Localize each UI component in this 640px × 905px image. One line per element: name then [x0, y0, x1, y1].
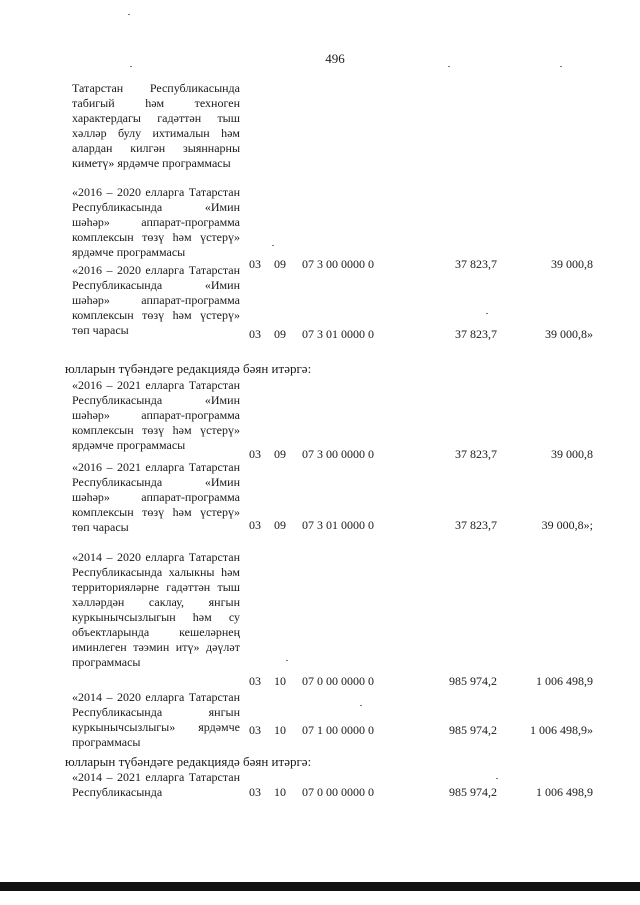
row-4-section: 03: [249, 518, 261, 532]
scan-speck: [130, 66, 132, 67]
row-6-subsection: 10: [274, 723, 286, 737]
row-4-target-code: 07 3 01 0000 0: [302, 518, 374, 532]
row-1-subsection: 09: [274, 257, 286, 271]
row-1-target-code: 07 3 00 0000 0: [302, 257, 374, 271]
amendment-note-1: юлларын түбәндәге редакциядә бәян итәргә:: [65, 361, 312, 376]
row-2-section: 03: [249, 327, 261, 341]
row-4-amount-1: 37 823,7: [455, 518, 497, 532]
scan-speck: [272, 245, 274, 246]
scan-speck: [128, 14, 130, 15]
program-name-block-4: «2016 – 2021 елларга Татарстан Республикасында «Имин шәһәр» аппарат-программа комплексын төзү һәм үстерү» ярдәмче программасы: [72, 378, 240, 452]
row-3-section: 03: [249, 447, 261, 461]
row-2-subsection: 09: [274, 327, 286, 341]
program-name-block-3: «2016 – 2020 елларга Татарстан Республикасында «Имин шәһәр» аппарат-программа комплексын төзү һәм үстерү» төп чарасы: [72, 263, 240, 337]
row-4-subsection: 09: [274, 518, 286, 532]
row-6-section: 03: [249, 723, 261, 737]
program-name-block-6: «2014 – 2020 елларга Татарстан Республикасында халыкны һәм территорияләрне гадәттән тыш хәлләрдән саклау, янгын куркынычсызлыгын һәм су объектларында кешеләрнең иминлеген тәэмин итү» дәүләт программасы: [72, 550, 240, 669]
row-7-section: 03: [249, 785, 261, 799]
row-5-section: 03: [249, 674, 261, 688]
row-5-amount-2: 1 006 498,9: [536, 674, 593, 688]
program-name-block-5: «2016 – 2021 елларга Татарстан Республикасында «Имин шәһәр» аппарат-программа комплексын төзү һәм үстерү» төп чарасы: [72, 460, 240, 534]
amendment-note-2: юлларын түбәндәге редакциядә бәян итәргә:: [65, 754, 312, 769]
program-name-block-7: «2014 – 2020 елларга Татарстан Республикасында янгын куркынычсызлыгы» ярдәмче программасы: [72, 690, 240, 749]
scan-speck: [360, 705, 362, 706]
row-7-amount-2: 1 006 498,9: [536, 785, 593, 799]
scan-speck: [486, 313, 488, 314]
row-5-amount-1: 985 974,2: [449, 674, 497, 688]
row-6-amount-2: 1 006 498,9»: [530, 723, 593, 737]
row-2-amount-2: 39 000,8»: [545, 327, 593, 341]
row-6-amount-1: 985 974,2: [449, 723, 497, 737]
row-5-subsection: 10: [274, 674, 286, 688]
row-3-target-code: 07 3 00 0000 0: [302, 447, 374, 461]
row-1-amount-1: 37 823,7: [455, 257, 497, 271]
row-7-amount-1: 985 974,2: [449, 785, 497, 799]
row-4-amount-2: 39 000,8»;: [541, 518, 593, 532]
program-name-block-8: «2014 – 2021 елларга Татарстан Республикасында: [72, 770, 240, 799]
row-6-target-code: 07 1 00 0000 0: [302, 723, 374, 737]
scan-speck: [496, 778, 498, 779]
row-3-amount-2: 39 000,8: [551, 447, 593, 461]
scan-speck: [448, 66, 450, 67]
scan-speck: [286, 660, 288, 661]
row-5-target-code: 07 0 00 0000 0: [302, 674, 374, 688]
row-3-amount-1: 37 823,7: [455, 447, 497, 461]
scan-edge-bar: [0, 882, 640, 891]
program-name-block-1: Татарстан Республикасында табигый һәм техноген характердагы гадәттән тыш хәлләр булу ихтималын һәм алардан килгән зыяннарны киметү» ярдәмче программасы: [72, 81, 240, 170]
row-3-subsection: 09: [274, 447, 286, 461]
row-7-subsection: 10: [274, 785, 286, 799]
scan-speck: [560, 66, 562, 67]
row-2-amount-1: 37 823,7: [455, 327, 497, 341]
program-name-block-2: «2016 – 2020 елларга Татарстан Республикасында «Имин шәһәр» аппарат-программа комплексын төзү һәм үстерү» ярдәмче программасы: [72, 185, 240, 259]
row-1-amount-2: 39 000,8: [551, 257, 593, 271]
row-1-section: 03: [249, 257, 261, 271]
row-7-target-code: 07 0 00 0000 0: [302, 785, 374, 799]
page-number: 496: [325, 51, 345, 66]
row-2-target-code: 07 3 01 0000 0: [302, 327, 374, 341]
